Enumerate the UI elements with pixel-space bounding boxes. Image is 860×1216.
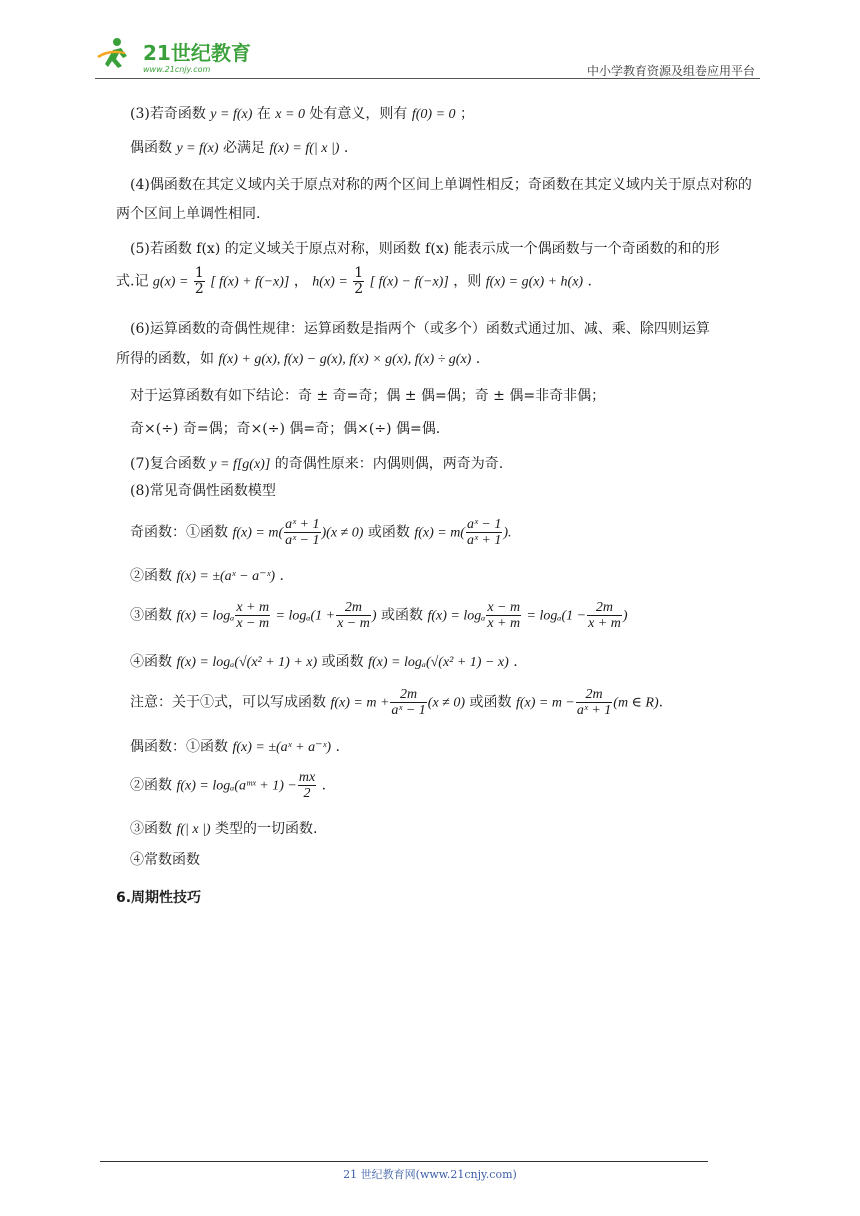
section-6-heading: 6.周期性技巧 [116, 890, 202, 906]
even-model-1: 偶函数：①函数 f(x) = ±(aˣ + a⁻ˣ) . [130, 739, 340, 755]
odd-model-3: ③函数 f(x) = logₐ $\frac{x + m}{x - m}$ = logₐ(1 + $\frac{2m}{x - m}$ ) 或函数 f(x) = logₐ $\frac{x - m}{x + m}$ = logₐ(1 − $\frac{2m}{x + m}$ ) [130, 600, 628, 631]
even-model-2: ②函数 f(x) = logₐ(aᵐˣ + 1) − $\frac{mx}{2}$ . [130, 770, 327, 801]
footer-text: 21 世纪教育网(www.21cnjy.com) [343, 1168, 517, 1181]
even-model-4: ④常数函数 [130, 852, 200, 868]
item-6-rule2: 奇×(÷) 奇=偶；奇×(÷) 偶=奇；偶×(÷) 偶=偶. [130, 421, 441, 437]
item-4: (4)偶函数在其定义域内关于原点对称的两个区间上单调性相反；奇函数在其定义域内关于原点对称的两个区间上单调性相同. [116, 177, 752, 222]
odd-model-4: ④函数 f(x) = logₐ(√(x² + 1) + x) 或函数 f(x) = logₐ(√(x² + 1) − x) . [130, 654, 518, 670]
item-5-line1: (5)若函数 f(x) 的定义域关于原点对称，则函数 f(x) 能表示成一个偶函数与一个奇函数的和的形 [130, 241, 720, 257]
odd-model-2: ②函数 f(x) = ±(aˣ − a⁻ˣ) . [130, 568, 284, 584]
odd-model-1: 奇函数：①函数 f(x) = m( $\frac{\text{aˣ + 1}}{\text{aˣ − 1}}$ )(x ≠ 0) 或函数 f(x) = m( $\frac{\text{aˣ − 1}}{\text{aˣ + 1}}$ ). [130, 517, 512, 548]
even-model-3: ③函数 f(| x |) 类型的一切函数. [130, 821, 318, 837]
item-6-rule1: 对于运算函数有如下结论：奇 ± 奇=奇；偶 ± 偶=偶；奇 ± 偶=非奇非偶； [130, 388, 606, 404]
item-6-line1: (6)运算函数的奇偶性规律：运算函数是指两个（或多个）函数式通过加、减、乘、除四则运算 [130, 321, 710, 337]
item-5-line2: 式.记 g(x) = $\frac{1}{2}$ [ f(x) + f(−x)] ， h(x) = $\frac{1}{2}$ [ f(x) − f(−x)] ，则 f(x) = g(x) + h(x) . [116, 265, 592, 297]
site-logo [95, 34, 265, 74]
logo-url: www.21cnjy.com [143, 65, 211, 74]
item-8-title: (8)常见奇偶性函数模型 [130, 483, 276, 499]
page-header [95, 30, 760, 78]
footer-divider [100, 1161, 708, 1162]
item-3-even: 偶函数 y = f(x) 必满足 f(x) = f(| x |) . [130, 140, 349, 156]
logo-text: 21世纪教育 [143, 41, 251, 65]
item-3-odd: (3)若奇函数 y = f(x) 在 x = 0 处有意义，则有 f(0) = 0 ； [130, 106, 474, 122]
header-divider [95, 78, 760, 79]
note-line: 注意：关于①式，可以写成函数 f(x) = m + $\frac{2m}{\text{aˣ − 1}}$ (x ≠ 0) 或函数 f(x) = m − $\frac{2m}{\text{aˣ + 1}}$ (m ∈ R). [130, 687, 664, 718]
item-7: (7)复合函数 y = f[g(x)] 的奇偶性原来：内偶则偶，两奇为奇. [130, 456, 504, 472]
item-6-line2: 所得的函数，如 f(x) + g(x), f(x) − g(x), f(x) × g(x), f(x) ÷ g(x) . [116, 351, 481, 367]
header-platform-name: 中小学教育资源及组卷应用平台 [586, 64, 755, 78]
